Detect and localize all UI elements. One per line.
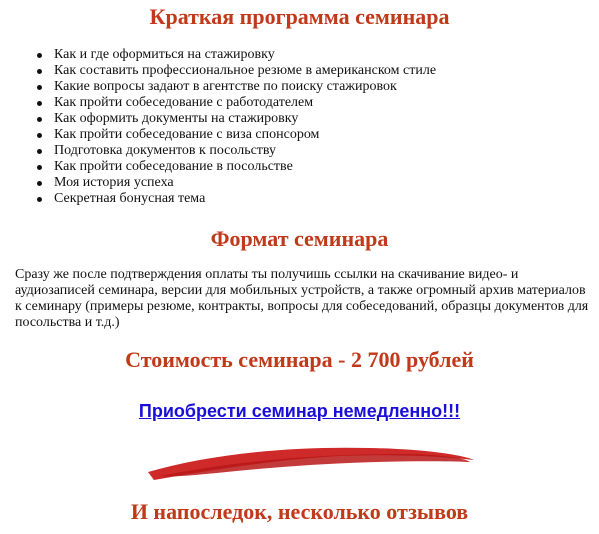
list-item: Как пройти собеседование с виза спонсором xyxy=(54,127,436,143)
buy-link-container xyxy=(0,400,599,422)
list-item: Как пройти собеседование с работодателем xyxy=(54,95,436,111)
list-item: Подготовка документов к посольству xyxy=(54,143,436,159)
format-description: Сразу же после подтверждения оплаты ты получишь ссылки на скачивание видео- и аудиозаписей семинара, версии для мобильных устройств, а также огромный архив материалов к семинару (примеры резюме, контракты, вопросы для собеседований, образцы документов для посольства и т.д.) xyxy=(15,267,589,330)
list-item: Моя история успеха xyxy=(54,175,436,191)
program-list xyxy=(54,47,436,207)
red-brush-stroke-decoration xyxy=(140,440,480,490)
reviews-title: И напоследок, несколько отзывов xyxy=(130,499,469,524)
format-title: Формат семинара xyxy=(210,226,389,251)
list-item: Как и где оформиться на стажировку xyxy=(54,47,436,63)
list-item: Как составить профессиональное резюме в американском стиле xyxy=(54,63,437,78)
buy-seminar-link[interactable]: Приобрести семинар немедленно!!! xyxy=(138,401,461,421)
list-item: Как пройти собеседование в посольстве xyxy=(54,159,436,175)
program-title: Краткая программа семинара xyxy=(149,4,450,29)
list-item: Какие вопросы задают в агентстве по поиску стажировок xyxy=(54,79,436,95)
list-item: Как оформить документы на стажировку xyxy=(54,111,436,127)
list-item: Секретная бонусная тема xyxy=(54,191,436,207)
price-title: Стоимость семинара - 2 700 рублей xyxy=(125,347,474,372)
